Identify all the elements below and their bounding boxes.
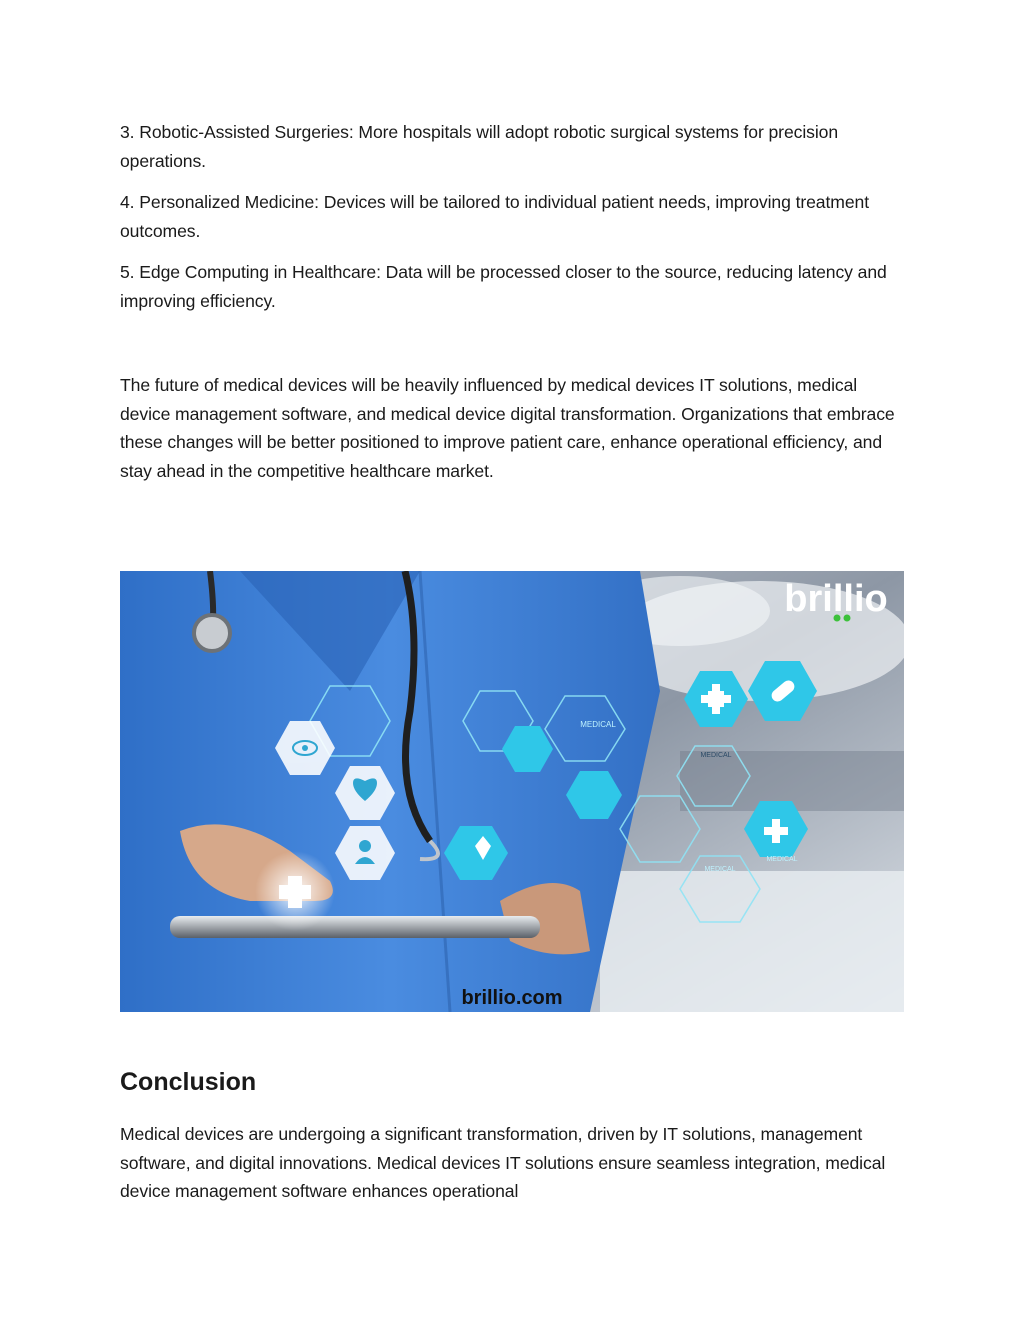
hex-label-medical-4: MEDICAL [766,856,798,863]
medical-technology-illustration [120,571,904,1012]
conclusion-heading: Conclusion [120,1068,257,1096]
tablet-device [170,916,540,938]
conclusion-paragraph: Medical devices are undergoing a significant transformation, driven by IT solutions, management software, and digital innovations. Medical devices IT solutions ensure seamless integration, medical device management software enhances operational [120,1124,886,1201]
hex-label-medical-2: MEDICAL [700,752,732,759]
image-caption-brillio: brillio.com [461,987,563,1009]
hex-label-medical-1: MEDICAL [580,720,616,729]
paragraph-edge-computing: 5. Edge Computing in Healthcare: Data will be processed closer to the source, reducing latency and improving efficiency. [120,262,887,311]
paragraph-future-outlook: The future of medical devices will be heavily influenced by medical devices IT solutions, medical device management software, and medical device digital transformation. Organizations that embrace these changes will be better positioned to improve patient care, enhance operational efficiency, and stay ahead in the competitive healthcare market. [120,375,895,481]
paragraph-personalized-medicine: 4. Personalized Medicine: Devices will be tailored to individual patient needs, improving treatment outcomes. [120,192,869,241]
stethoscope-icon [194,615,230,651]
person-icon [359,840,371,852]
hex-label-medical-3: MEDICAL [704,866,736,873]
brillio-logo: brillio [784,578,888,620]
paragraph-robotic-surgeries: 3. Robotic-Assisted Surgeries: More hospitals will adopt robotic surgical systems for precision operations. [120,122,839,171]
